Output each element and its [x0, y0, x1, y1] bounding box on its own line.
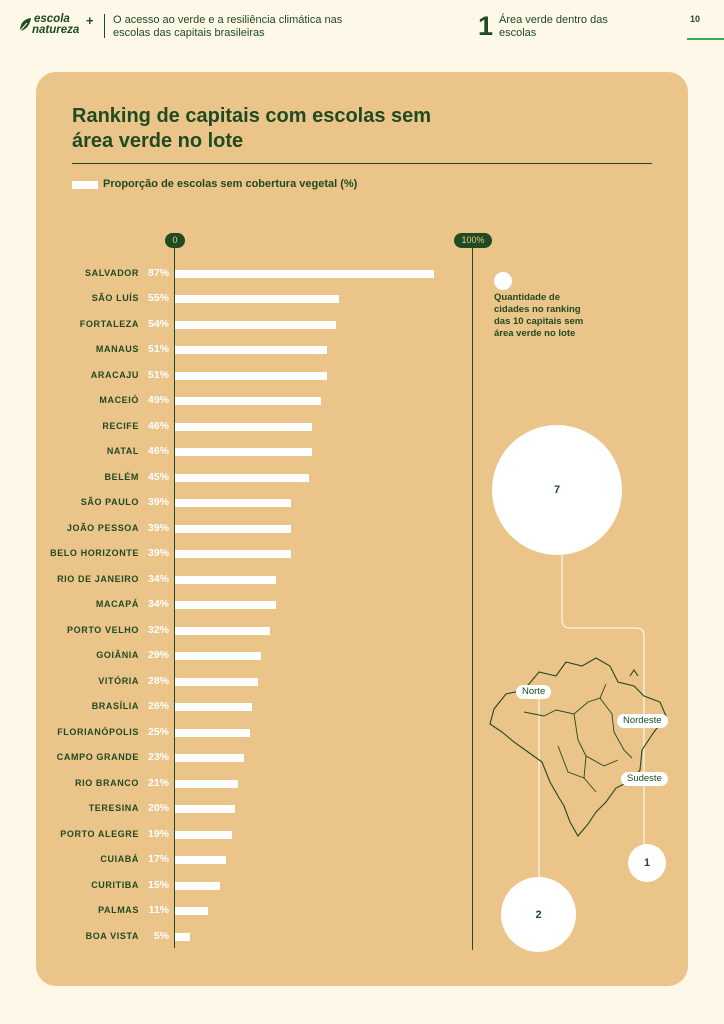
category-label: PORTO VELHO — [67, 624, 139, 635]
value-label: 29% — [147, 649, 169, 661]
region-count-sudeste: 1 — [643, 857, 651, 869]
category-label: RIO DE JANEIRO — [57, 573, 139, 584]
category-label: MANAUS — [95, 344, 139, 354]
value-label: 39% — [147, 521, 169, 534]
value-label: 26% — [147, 700, 169, 712]
region-count-norte: 2 — [535, 908, 542, 921]
category-label: FORTALEZA — [79, 318, 139, 329]
value-label: 21% — [147, 776, 169, 789]
region-tag-sudeste: Sudeste — [621, 772, 668, 786]
category-label: VITÓRIA — [98, 675, 139, 686]
category-label: SÃO LUÍS — [91, 293, 139, 303]
value-label: 49% — [147, 394, 169, 406]
chart-card — [36, 72, 688, 986]
value-label: 23% — [147, 751, 169, 763]
legend-circle — [494, 272, 512, 290]
value-label: 54% — [147, 317, 169, 330]
value-label: 46% — [147, 445, 169, 457]
category-label: TERESINA — [88, 803, 139, 813]
value-label: 45% — [147, 470, 169, 483]
value-label: 17% — [147, 853, 169, 865]
category-label: FLORIANÓPOLIS — [57, 726, 139, 737]
category-label: RIO BRANCO — [75, 777, 139, 788]
value-label: 28% — [147, 674, 169, 687]
value-label: 32% — [147, 623, 169, 636]
chapter-number: 1 — [478, 11, 494, 41]
category-label: CAMPO GRANDE — [56, 752, 139, 762]
brazil-map — [484, 654, 674, 844]
value-label: 20% — [147, 802, 169, 814]
chapter-title: Área verde dentro das escolas — [499, 14, 608, 39]
category-label: RECIFE — [102, 420, 139, 431]
axis-max-label: 100% — [454, 233, 492, 248]
logo-line2: natureza — [32, 24, 80, 36]
value-label: 34% — [147, 598, 169, 610]
value-label: 51% — [147, 368, 169, 381]
category-label: MACAPÁ — [95, 599, 139, 609]
category-label: GOIÂNIA — [96, 650, 139, 660]
region-circle-norte — [501, 877, 576, 952]
legend-label: Proporção de escolas sem cobertura vegetal (%) — [103, 178, 358, 190]
leaf-icon — [18, 17, 32, 33]
value-label: 15% — [147, 878, 169, 891]
category-label: BRASÍLIA — [91, 701, 139, 711]
category-label: CURITIBA — [91, 879, 139, 890]
region-note: Quantidade de cidades no ranking das 10 capitais sem área verde no lote — [494, 292, 584, 339]
category-label: PORTO ALEGRE — [60, 828, 139, 839]
value-label: 11% — [148, 904, 169, 916]
category-label: BELÉM — [104, 471, 139, 482]
value-label: 51% — [147, 343, 169, 355]
value-label: 87% — [147, 266, 169, 279]
region-tag-norte: Norte — [516, 685, 551, 699]
category-label: BELO HORIZONTE — [50, 548, 139, 558]
chart-title: Ranking de capitais com escolas sem área verde no lote — [72, 105, 432, 152]
logo — [18, 14, 102, 40]
value-label: 46% — [147, 419, 169, 432]
value-label: 34% — [147, 572, 169, 585]
page-number-underline — [687, 38, 724, 40]
value-label: 39% — [147, 496, 169, 508]
category-label: MACEIÓ — [99, 395, 139, 405]
value-label: 39% — [147, 547, 169, 559]
header-divider — [104, 14, 105, 38]
category-label: BOA VISTA — [85, 930, 139, 941]
region-circle-nordeste — [492, 425, 622, 555]
axis-min-label: 0 — [165, 233, 185, 248]
header-subtitle: O acesso ao verde e a resiliência climática nas escolas das capitais brasileiras — [113, 14, 343, 39]
value-label: 25% — [147, 725, 169, 738]
value-label: 19% — [147, 827, 169, 840]
region-count-nordeste: 7 — [553, 484, 561, 496]
value-label: 5% — [153, 929, 169, 942]
region-tag-nordeste: Nordeste — [617, 714, 668, 728]
category-label: SÃO PAULO — [80, 497, 139, 507]
category-label: PALMAS — [98, 905, 139, 915]
category-label: ARACAJU — [90, 369, 139, 380]
value-label: 55% — [147, 292, 169, 304]
category-label: JOÃO PESSOA — [66, 522, 139, 533]
category-label: NATAL — [106, 446, 139, 456]
logo-line1: escola — [34, 13, 70, 25]
category-label: CUIABÁ — [100, 854, 139, 864]
logo-plus: + — [86, 13, 94, 28]
page-header — [0, 0, 724, 50]
page-number: 10 — [690, 14, 701, 24]
category-label: SALVADOR — [85, 267, 139, 278]
region-circle-sudeste — [628, 844, 666, 882]
